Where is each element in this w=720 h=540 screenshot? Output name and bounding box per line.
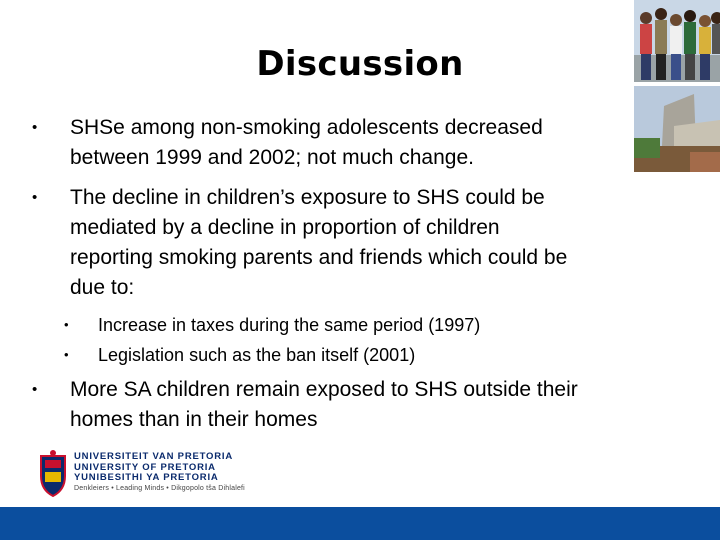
footer-bar xyxy=(0,507,720,540)
bullet-marker: • xyxy=(64,317,69,332)
bullet-text: The decline in children’s exposure to SHS could be mediated by a decline in proportion of children reporting smoking parents and friends which could be due to: xyxy=(70,186,568,299)
coat-of-arms-icon xyxy=(38,450,68,500)
logo-text: UNIVERSITEIT VAN PRETORIA UNIVERSITY OF PRETORIA YUNIBESITHI YA PRETORIA Denkleiers • Leading Minds • Dikgopolo tša Dihlalefi xyxy=(74,451,245,492)
slide-title: Discussion xyxy=(256,44,464,84)
bullet-marker: • xyxy=(32,119,38,136)
sub-bullet-text: Increase in taxes during the same period (1997) xyxy=(98,315,481,335)
bullet-marker: • xyxy=(32,189,38,206)
bullet-text: More SA children remain exposed to SHS outside their homes than in their homes xyxy=(70,378,578,431)
bullet-marker: • xyxy=(32,381,38,398)
sub-bullet-text: Legislation such as the ban itself (2001) xyxy=(98,345,416,365)
bullet-marker: • xyxy=(64,347,69,362)
university-logo xyxy=(38,446,245,506)
bullet-text: SHSe among non-smoking adolescents decreased between 1999 and 2002; not much change. xyxy=(70,116,543,169)
